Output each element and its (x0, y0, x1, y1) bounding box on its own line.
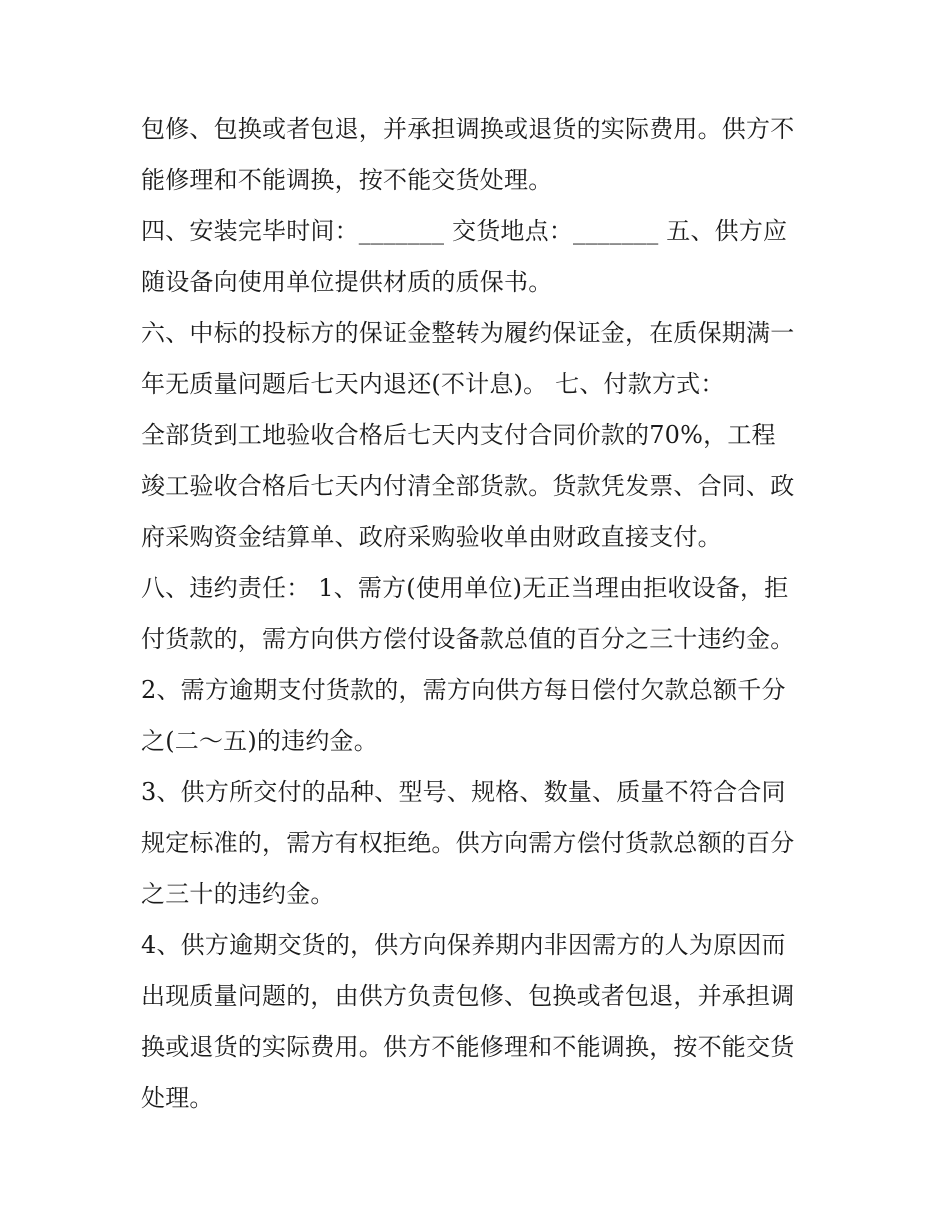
text-line: 3、供方所交付的品种、型号、规格、数量、质量不符合合同 (141, 778, 786, 806)
text-line: 包修、包换或者包退，并承担调换或退货的实际费用。供方不 (141, 115, 795, 143)
text-line: 随设备向使用单位提供材质的质保书。 (141, 268, 553, 296)
text-line: 之三十的违约金。 (141, 880, 335, 908)
text-line: 四、安装完毕时间：_______ 交货地点：_______ 五、供方应 (141, 217, 788, 245)
text-line: 规定标准的，需方有权拒绝。供方向需方偿付货款总额的百分 (141, 829, 795, 857)
text-line: 府采购资金结算单、政府采购验收单由财政直接支付。 (141, 523, 722, 551)
text-line: 之(二～五)的违约金。 (141, 727, 378, 755)
text-line: 2、需方逾期支付货款的，需方向供方每日偿付欠款总额千分 (141, 676, 786, 704)
text-line: 付货款的，需方向供方偿付设备款总值的百分之三十违约金。 (141, 625, 795, 653)
text-line: 处理。 (141, 1084, 214, 1112)
text-line: 竣工验收合格后七天内付清全部货款。货款凭发票、合同、政 (141, 472, 795, 500)
text-line: 换或退货的实际费用。供方不能修理和不能调换，按不能交货 (141, 1033, 795, 1061)
text-line: 年无质量问题后七天内退还(不计息)。 七、付款方式： (141, 370, 725, 398)
text-line: 全部货到工地验收合格后七天内支付合同价款的70%，工程 (141, 421, 776, 449)
text-line: 出现质量问题的，由供方负责包修、包换或者包退，并承担调 (141, 982, 795, 1010)
text-line: 能修理和不能调换，按不能交货处理。 (141, 166, 553, 194)
text-line: 八、违约责任： 1、需方(使用单位)无正当理由拒收设备，拒 (141, 574, 789, 602)
text-line: 4、供方逾期交货的，供方向保养期内非因需方的人为原因而 (141, 931, 786, 959)
text-line: 六、中标的投标方的保证金整转为履约保证金，在质保期满一 (141, 319, 795, 347)
